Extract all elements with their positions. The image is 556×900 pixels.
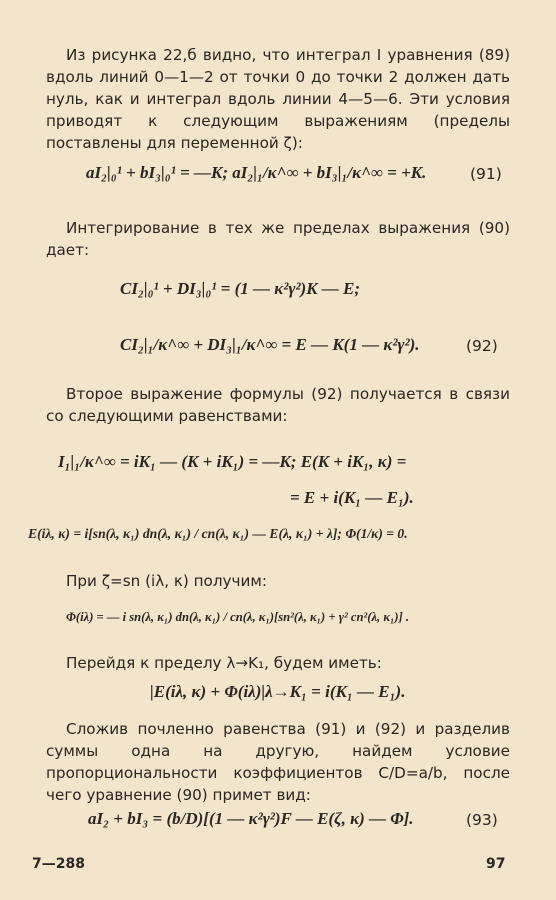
equation-92-first: CI₂|₀¹ + DI₃|₀¹ = (1 — κ²γ²)K — E;	[120, 279, 361, 298]
equation-limit: |E(iλ, κ) + Φ(iλ)|λ→K₁ = i(K₁ — E₁).	[150, 682, 406, 701]
paragraph-limit: Перейдя к пределу λ→K₁, будем иметь:	[66, 654, 382, 672]
equation-93: aI₂ + bI₃ = (b/D)[(1 — κ²γ²)F — E(ζ, κ) — Φ].	[88, 809, 414, 828]
equation-91: aI₂|₀¹ + bI₃|₀¹ = —K; aI₂|₁/κ^∞ + bI₃|₁/κ^∞ = +K.	[86, 163, 427, 182]
equation-i1-first: I₁|₁/κ^∞ = iK₁ — (K + iK₁) = —K; E(K + iK₁, κ) =	[58, 452, 407, 471]
equation-number-93: (93)	[466, 811, 498, 829]
paragraph-zeta-sn: При ζ=sn (iλ, κ) получим:	[66, 572, 267, 590]
equation-i1-second: = E + i(K₁ — E₁).	[290, 488, 414, 507]
paragraph-summing: Сложив почленно равенства (91) и (92) и разделив суммы одна на другую, найдем условие пропорциональности коэффициентов C/D=a/b, после чего уравнение (90) примет вид:	[46, 720, 510, 804]
equation-phi: Φ(iλ) = — i sn(λ, κ₁) dn(λ, κ₁) / cn(λ, κ₁)[sn²(λ, κ₁) + γ² cn²(λ, κ₁)] .	[66, 610, 410, 624]
paragraph-integration: Интегрирование в тех же пределах выражения (90) дает:	[46, 219, 510, 259]
equation-number-91: (91)	[470, 165, 502, 183]
page-number: 97	[486, 856, 506, 872]
paragraph-second-expression: Второе выражение формулы (92) получается в связи со следующими равенствами:	[46, 385, 510, 425]
equation-92-second: CI₂|₁/κ^∞ + DI₃|₁/κ^∞ = E — K(1 — κ²γ²).	[120, 335, 420, 354]
paragraph-intro: Из рисунка 22,б видно, что интеграл I уравнения (89) вдоль линий 0—1—2 от точки 0 до точки 2 должен дать нуль, как и интеграл вдоль линии 4—5—6. Эти условия приводят к следующим выражениям (пределы поставлены для переменной ζ):	[46, 46, 510, 152]
printer-signature: 7—288	[32, 856, 85, 872]
equation-e-ilambda: E(iλ, κ) = i[sn(λ, κ₁) dn(λ, κ₁) / cn(λ, κ₁) — E(λ, κ₁) + λ]; Φ(1/κ) = 0.	[28, 526, 408, 541]
equation-number-92: (92)	[466, 337, 498, 355]
